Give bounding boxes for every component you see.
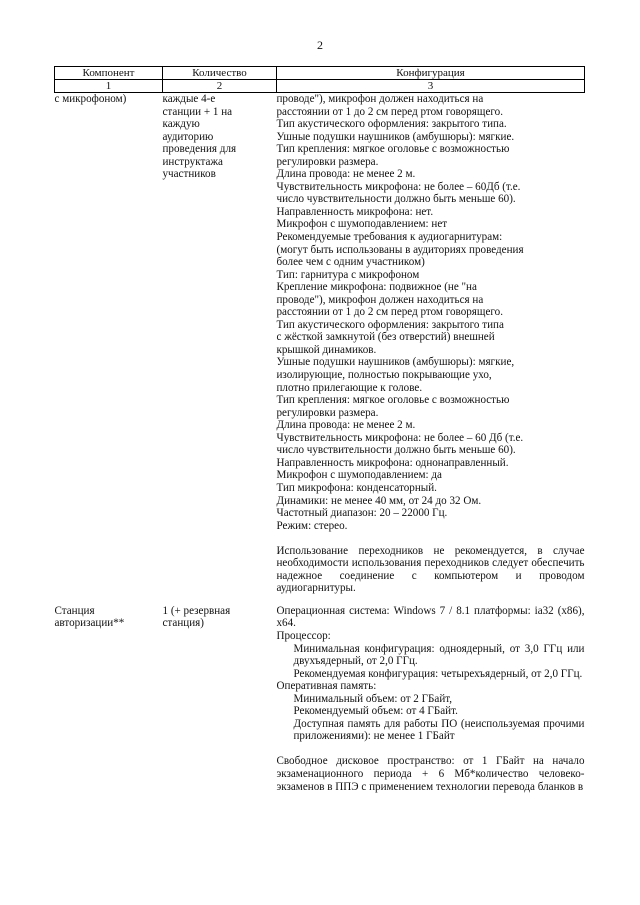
adapter-note: Использование переходников не рекомендуется, в случае необходимости использования переходников следует обеспечить надежное соединение с компьютером и проводом аудиогарнитуры. xyxy=(276,544,585,595)
column-number-2: 2 xyxy=(163,80,277,93)
row1-component xyxy=(55,93,163,595)
config-line: число чувствительности должно быть меньше 60). xyxy=(276,193,516,206)
os-requirement: Операционная система: Windows 7 / 8.1 платформы: ia32 (x86), x64. xyxy=(276,604,585,630)
component-line: авторизации** xyxy=(54,617,125,630)
quantity-line: станции + 1 на xyxy=(162,105,233,118)
config-line: Тип крепления: мягкое оголовье с возможностью xyxy=(276,143,510,156)
quantity-line: каждую xyxy=(162,118,200,131)
config-line: Чувствительность микрофона: не более – 60Дб (т.е. xyxy=(276,180,521,193)
header-component: Компонент xyxy=(55,67,163,80)
quantity-line: станция) xyxy=(162,617,204,630)
config-line: Направленность микрофона: нет. xyxy=(276,205,434,218)
config-line: Тип акустического оформления: закрытого типа. xyxy=(276,118,507,131)
row2-quantity xyxy=(163,605,277,793)
processor-min: Минимальная конфигурация: одноядерный, от 3,0 ГГц или двухъядерный, от 2,0 ГГц. xyxy=(293,642,585,668)
column-number-row xyxy=(55,80,585,93)
quantity-line: каждые 4-е xyxy=(162,93,216,105)
component-line: Станция xyxy=(54,604,95,617)
page-number: 2 xyxy=(317,38,323,52)
config-line: Тип крепления: мягкое оголовье с возможностью xyxy=(276,394,510,407)
config-line: Крепление микрофона: подвижное (не "на xyxy=(276,281,477,294)
component-line: с микрофоном) xyxy=(54,93,127,105)
config-line: плотно прилегающие к голове. xyxy=(276,381,423,394)
table-row xyxy=(55,93,585,595)
processor-rec: Рекомендуемая конфигурация: четырехъядерный, от 2,0 ГГц. xyxy=(293,667,583,680)
quantity-line: проведения для xyxy=(162,143,237,156)
config-line: с жёсткой замкнутой (без отверстий) внешней xyxy=(276,331,495,344)
config-line: Ушные подушки наушников (амбушюры): мягкие, xyxy=(276,356,515,369)
config-line: крышкой динамиков. xyxy=(276,343,377,356)
quantity-line: инструктажа xyxy=(162,155,223,168)
ram-label: Оперативная память: xyxy=(276,680,377,693)
config-line: Длина провода: не менее 2 м. xyxy=(276,168,416,181)
column-number-1: 1 xyxy=(55,80,163,93)
disk-requirement: Свободное дисковое пространство: от 1 ГБайт на начало экзаменационного периода + 6 Мб*количество человеко-экзаменов в ППЭ с применением технологии перевода бланков в xyxy=(276,755,585,793)
header-configuration: Конфигурация xyxy=(277,67,585,80)
ram-min: Минимальный объем: от 2 ГБайт, xyxy=(293,692,453,705)
quantity-line: аудиторию xyxy=(162,130,214,143)
row1-quantity xyxy=(163,93,277,595)
column-number-3: 3 xyxy=(277,80,585,93)
config-line: Динамики: не менее 40 мм, от 24 до 32 Ом. xyxy=(276,494,482,507)
config-line: Микрофон с шумоподавлением: нет xyxy=(276,218,448,231)
table-row xyxy=(55,605,585,793)
config-line: (могут быть использованы в аудиториях проведения xyxy=(276,243,524,256)
config-line: Микрофон с шумоподавлением: да xyxy=(276,469,442,482)
row1-configuration xyxy=(277,93,585,595)
config-line: Тип микрофона: конденсаторный. xyxy=(276,481,437,494)
config-line: Рекомендуемые требования к аудиогарнитурам: xyxy=(276,231,503,244)
processor-label: Процессор: xyxy=(276,629,331,642)
config-line: Длина провода: не менее 2 м. xyxy=(276,419,416,432)
quantity-line: 1 (+ резервная xyxy=(162,604,231,617)
config-line: регулировки размера. xyxy=(276,155,379,168)
config-line: более чем с одним участником) xyxy=(276,256,425,269)
config-line: регулировки размера. xyxy=(276,406,379,419)
config-line: проводе"), микрофон должен находиться на xyxy=(276,93,484,105)
config-line: Направленность микрофона: однонаправленный. xyxy=(276,456,509,469)
row2-configuration xyxy=(277,605,585,793)
config-line: изолирующие, полностью покрывающие ухо, xyxy=(276,369,492,382)
config-line: Ушные подушки наушников (амбушюры): мягкие. xyxy=(276,130,515,143)
config-line: Частотный диапазон: 20 – 22000 Гц. xyxy=(276,507,448,520)
table-header-row xyxy=(55,67,585,80)
requirements-table xyxy=(54,66,585,793)
ram-rec: Рекомендуемый объем: от 4 ГБайт. xyxy=(293,705,458,718)
config-line: Чувствительность микрофона: не более – 60 Дб (т.е. xyxy=(276,431,524,444)
config-line: проводе"), микрофон должен находиться на xyxy=(276,293,484,306)
config-line: расстоянии от 1 до 2 см перед ртом говорящего. xyxy=(276,105,503,118)
row2-component xyxy=(55,605,163,793)
config-line: расстоянии от 1 до 2 см перед ртом говорящего. xyxy=(276,306,503,319)
config-line: Режим: стерео. xyxy=(276,519,348,532)
config-line: Тип акустического оформления: закрытого типа xyxy=(276,318,504,331)
quantity-line: участников xyxy=(162,168,216,181)
ram-available: Доступная память для работы ПО (неиспользуемая прочими приложениями): не менее 1 ГБайт xyxy=(293,717,585,743)
config-line: Тип: гарнитура с микрофоном xyxy=(276,268,420,281)
header-quantity: Количество xyxy=(163,67,277,80)
config-line: число чувствительности должно быть меньше 60). xyxy=(276,444,516,457)
